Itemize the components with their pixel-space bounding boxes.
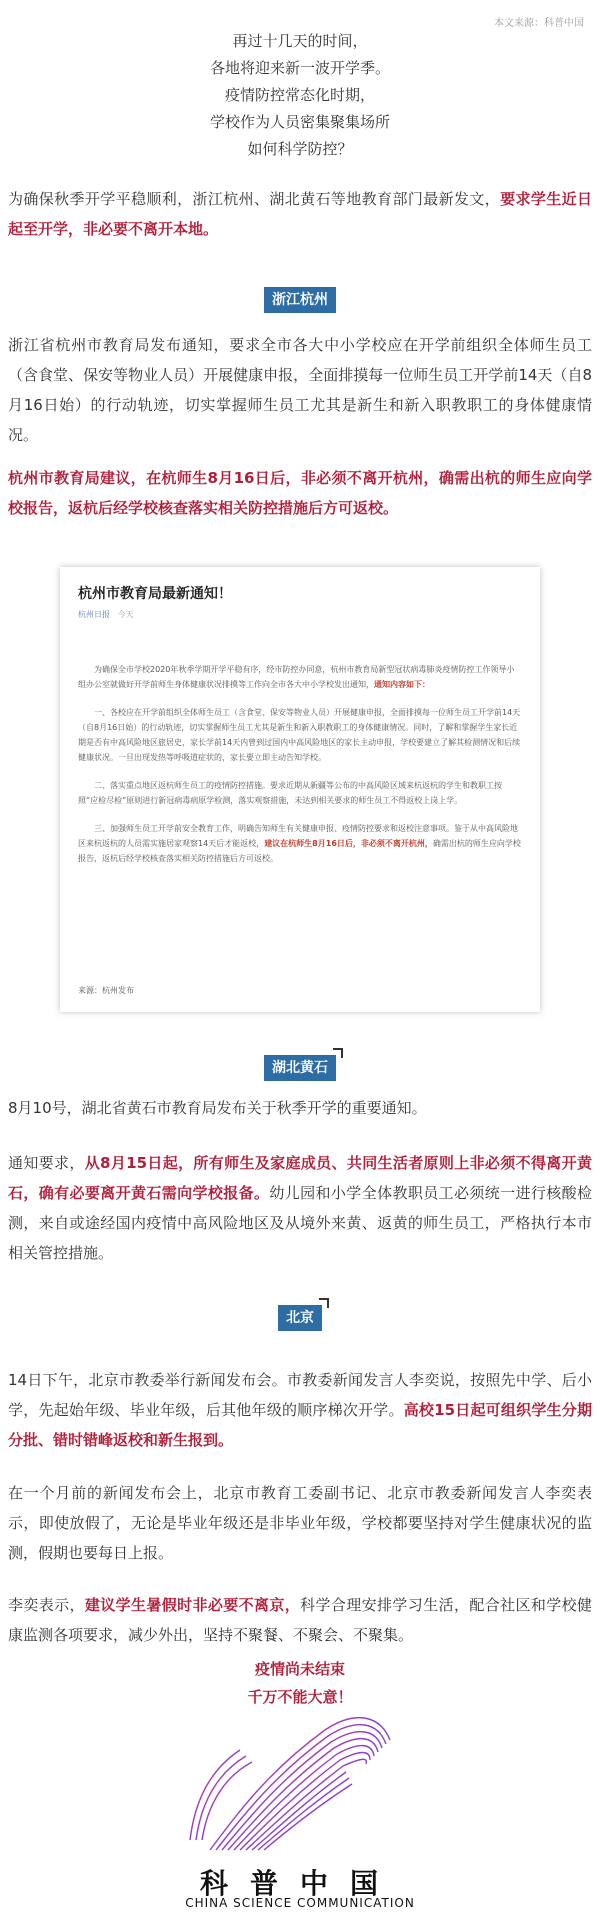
tag-label: 北京 xyxy=(286,1310,314,1326)
beijing-p1-text: 14日下午，北京市教委举行新闻发布会。市教委新闻发言人李奕说，按照先中学、后小学，先起始年级、毕业年级，后其他年级的顺序梯次开学。 xyxy=(8,1371,592,1419)
source-note: 本文来源：科普中国 xyxy=(494,18,584,29)
notice-card-date: 今天 xyxy=(117,610,134,619)
section-tag-hangzhou-wrap xyxy=(0,287,600,313)
intro-line: 再过十几天的时间， xyxy=(232,32,368,50)
lead-highlight: 要求学生近日起至开学，非必要不离开本地。 xyxy=(8,190,592,238)
tag-label: 湖北黄石 xyxy=(272,1060,328,1076)
intro-line: 如何科学防控？ xyxy=(247,140,353,158)
notice-card-paragraph xyxy=(78,662,522,692)
intro-line: 学校作为人员密集聚集场所 xyxy=(209,113,390,131)
logo-english-text: CHINA SCIENCE COMMUNICATION xyxy=(185,1896,415,1910)
section-tag-beijing-wrap xyxy=(0,1305,600,1331)
beijing-paragraph-3 xyxy=(8,1590,592,1650)
intro-line: 疫情防控常态化时期， xyxy=(224,86,375,104)
notice-card-text: 确需出杭的师生应向学校报告，返杭后经学校核查落实相关防控措施后方可返校。 xyxy=(78,839,521,863)
notice-card-image xyxy=(60,567,540,1012)
beijing-p1-highlight: 高校15日起可组织学生分期分批、错时错峰返校和新生报到。 xyxy=(8,1401,592,1449)
intro-block xyxy=(0,28,600,163)
huangshi-prefix: 通知要求， xyxy=(8,1154,85,1172)
kepu-china-logo xyxy=(150,1700,450,1910)
beijing-p3-prefix: 李奕表示， xyxy=(8,1596,85,1614)
kepu-logo-graphic xyxy=(150,1700,450,1860)
section-tag-huangshi xyxy=(264,1055,336,1081)
notice-card-body xyxy=(78,662,522,879)
huangshi-rest: 幼儿园和小学全体教职员工必须统一进行核酸检测，来自或途经国内疫情中高风险地区及从境外来黄、返黄的师生员工，严格执行本市相关管控措施。 xyxy=(8,1184,592,1262)
notice-card-text: 为确保全市学校2020年秋季学期开学平稳有序，经市防控办同意，杭州市教育局新型冠状病毒肺炎疫情防控工作领导小组办公室就做好开学前师生身体健康状况排摸等工作向全市各大中小学校发出通知， xyxy=(78,665,515,689)
notice-card-paragraph xyxy=(78,821,522,866)
notice-card-title: 杭州市教育局最新通知！ xyxy=(78,586,232,602)
tag-label: 浙江杭州 xyxy=(272,292,328,308)
huangshi-paragraph: 8月10号，湖北省黄石市教育局发布关于秋季开学的重要通知。 xyxy=(8,1099,427,1117)
lead-paragraph xyxy=(8,184,592,244)
notice-card-paragraph: 一、各校应在开学前组织全体师生员工（含食堂、保安等物业人员）开展健康申报，全面排摸每一位师生员工开学前14天（自8月16日始）的行动轨迹，切实掌握师生员工尤其是新生和新入职教职工的身体健康情况。同时，了解和掌握学生家长近期是否有中高风险地区旅居史，家长学前14天内曾到过国内中高风险地区的家长主动申报，学校要建立了解其检测情况和后续健康状况。一旦出现发热等呼吸道症状的，家长要立即主动告知学校。 xyxy=(78,708,521,762)
logo-chinese-text: 科普中国 xyxy=(199,1867,400,1900)
beijing-p3-highlight: 建议学生暑假时非必要不离京， xyxy=(84,1596,301,1614)
closing-line: 疫情尚未结束 xyxy=(254,1660,345,1678)
beijing-p3-rest: 科学合理安排学习生活，配合社区和学校健康监测各项要求，减少外出，坚持不聚餐、不聚会、不聚集。 xyxy=(8,1596,592,1644)
notice-card-publisher: 杭州日报 xyxy=(78,610,110,619)
beijing-paragraph-1 xyxy=(8,1365,592,1455)
notice-card-highlight: 建议在杭师生8月16日后，非必须不离开杭州， xyxy=(264,839,433,848)
notice-card-source: 来源：杭州发布 xyxy=(78,986,134,995)
corner-bracket-icon xyxy=(333,1048,343,1058)
section-tag-beijing xyxy=(278,1305,322,1331)
notice-card-paragraph: 二、落实重点地区返杭师生员工的疫情防控措施。要求近期从新疆等公布的中高风险区域来杭返杭的学生和教职工按照“应检尽检”原则进行新冠病毒病原学检测，落实观察措施，未达到相关要求的师生员工不得返校上岗上学。 xyxy=(78,781,502,805)
hangzhou-highlight-paragraph: 杭州市教育局建议，在杭师生8月16日后，非必须不离开杭州，确需出杭的师生应向学校报告，返杭后经学校核查落实相关防控措施后方可返校。 xyxy=(8,469,592,517)
corner-bracket-icon xyxy=(319,1298,329,1308)
notice-card-highlight: 通知内容如下： xyxy=(374,680,430,689)
section-tag-huangshi-wrap xyxy=(0,1055,600,1081)
hangzhou-paragraph: 浙江省杭州市教育局发布通知，要求全市各大中小学校应在开学前组织全体师生员工（含食堂、保安等物业人员）开展健康申报，全面排摸每一位师生员工开学前14天（自8月16日始）的行动轨迹，切实掌握师生员工尤其是新生和新入职教职工的身体健康情况。 xyxy=(8,336,592,444)
closing-line: 千万不能大意！ xyxy=(247,1688,353,1706)
huangshi-notice-paragraph xyxy=(8,1148,592,1268)
notice-card-text: 三、加强师生员工开学前安全教育工作，明确告知师生有关健康申报、疫情防控要求和返校注意事项。鉴于从中高风险地区来杭返杭的人员需实施居家观察14天后才能返校， xyxy=(78,824,518,848)
beijing-paragraph-2: 在一个月前的新闻发布会上，北京市教育工委副书记、北京市教委新闻发言人李奕表示，即使放假了，无论是毕业年级还是非毕业年级，学校都要坚持对学生健康状况的监测，假期也要每日上报。 xyxy=(8,1484,592,1562)
section-tag-hangzhou xyxy=(264,287,336,313)
notice-card-meta xyxy=(78,609,134,620)
intro-line: 各地将迎来新一波开学季。 xyxy=(209,59,390,77)
huangshi-highlight: 从8月15日起，所有师生及家庭成员、共同生活者原则上非必须不得离开黄石，确有必要离开黄石需向学校报备。 xyxy=(8,1154,592,1202)
lead-text: 为确保秋季开学平稳顺利，浙江杭州、湖北黄石等地教育部门最新发文， xyxy=(8,190,501,208)
